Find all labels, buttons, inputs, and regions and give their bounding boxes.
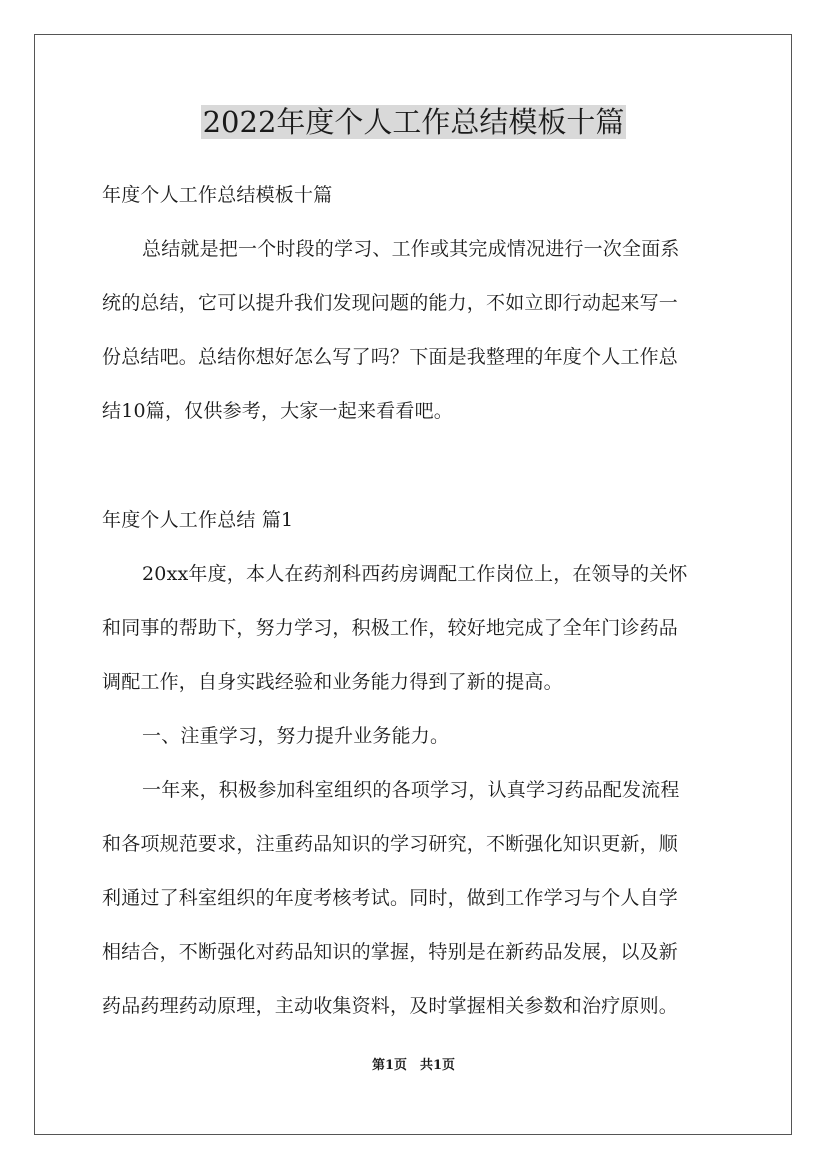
paragraph-line: 统的总结，它可以提升我们发现问题的能力，不如立即行动起来写一 bbox=[102, 292, 679, 314]
document-title bbox=[0, 100, 827, 144]
paragraph-line: 20xx年度，本人在药剂科西药房调配工作岗位上，在领导的关怀 bbox=[142, 563, 688, 585]
subheading-line: 一、注重学习，努力提升业务能力。 bbox=[142, 725, 450, 747]
paragraph-line: 利通过了科室组织的年度考核考试。同时，做到工作学习与个人自学 bbox=[102, 887, 679, 909]
paragraph-line: 药品药理药动原理，主动收集资料，及时掌握相关参数和治疗原则。 bbox=[102, 995, 679, 1017]
paragraph-line: 相结合，不断强化对药品知识的掌握，特别是在新药品发展，以及新 bbox=[102, 941, 679, 963]
paragraph-line: 份总结吧。总结你想好怎么写了吗？下面是我整理的年度个人工作总 bbox=[102, 346, 679, 368]
paragraph-line: 总结就是把一个时段的学习、工作或其完成情况进行一次全面系 bbox=[142, 238, 680, 260]
paragraph-line: 调配工作，自身实践经验和业务能力得到了新的提高。 bbox=[102, 671, 563, 693]
subtitle-line: 年度个人工作总结模板十篇 bbox=[102, 184, 333, 206]
paragraph-line: 和同事的帮助下，努力学习，积极工作，较好地完成了全年门诊药品 bbox=[102, 617, 679, 639]
title-text: 2022年度个人工作总结模板十篇 bbox=[202, 105, 625, 139]
page-number-footer: 第1页 共1页 bbox=[371, 1058, 456, 1073]
paragraph-line: 一年来，积极参加科室组织的各项学习，认真学习药品配发流程 bbox=[142, 779, 680, 801]
section-heading: 年度个人工作总结 篇1 bbox=[102, 509, 294, 531]
paragraph-line: 结10篇，仅供参考，大家一起来看看吧。 bbox=[102, 400, 453, 422]
paragraph-line: 和各项规范要求，注重药品知识的学习研究，不断强化知识更新，顺 bbox=[102, 833, 679, 855]
